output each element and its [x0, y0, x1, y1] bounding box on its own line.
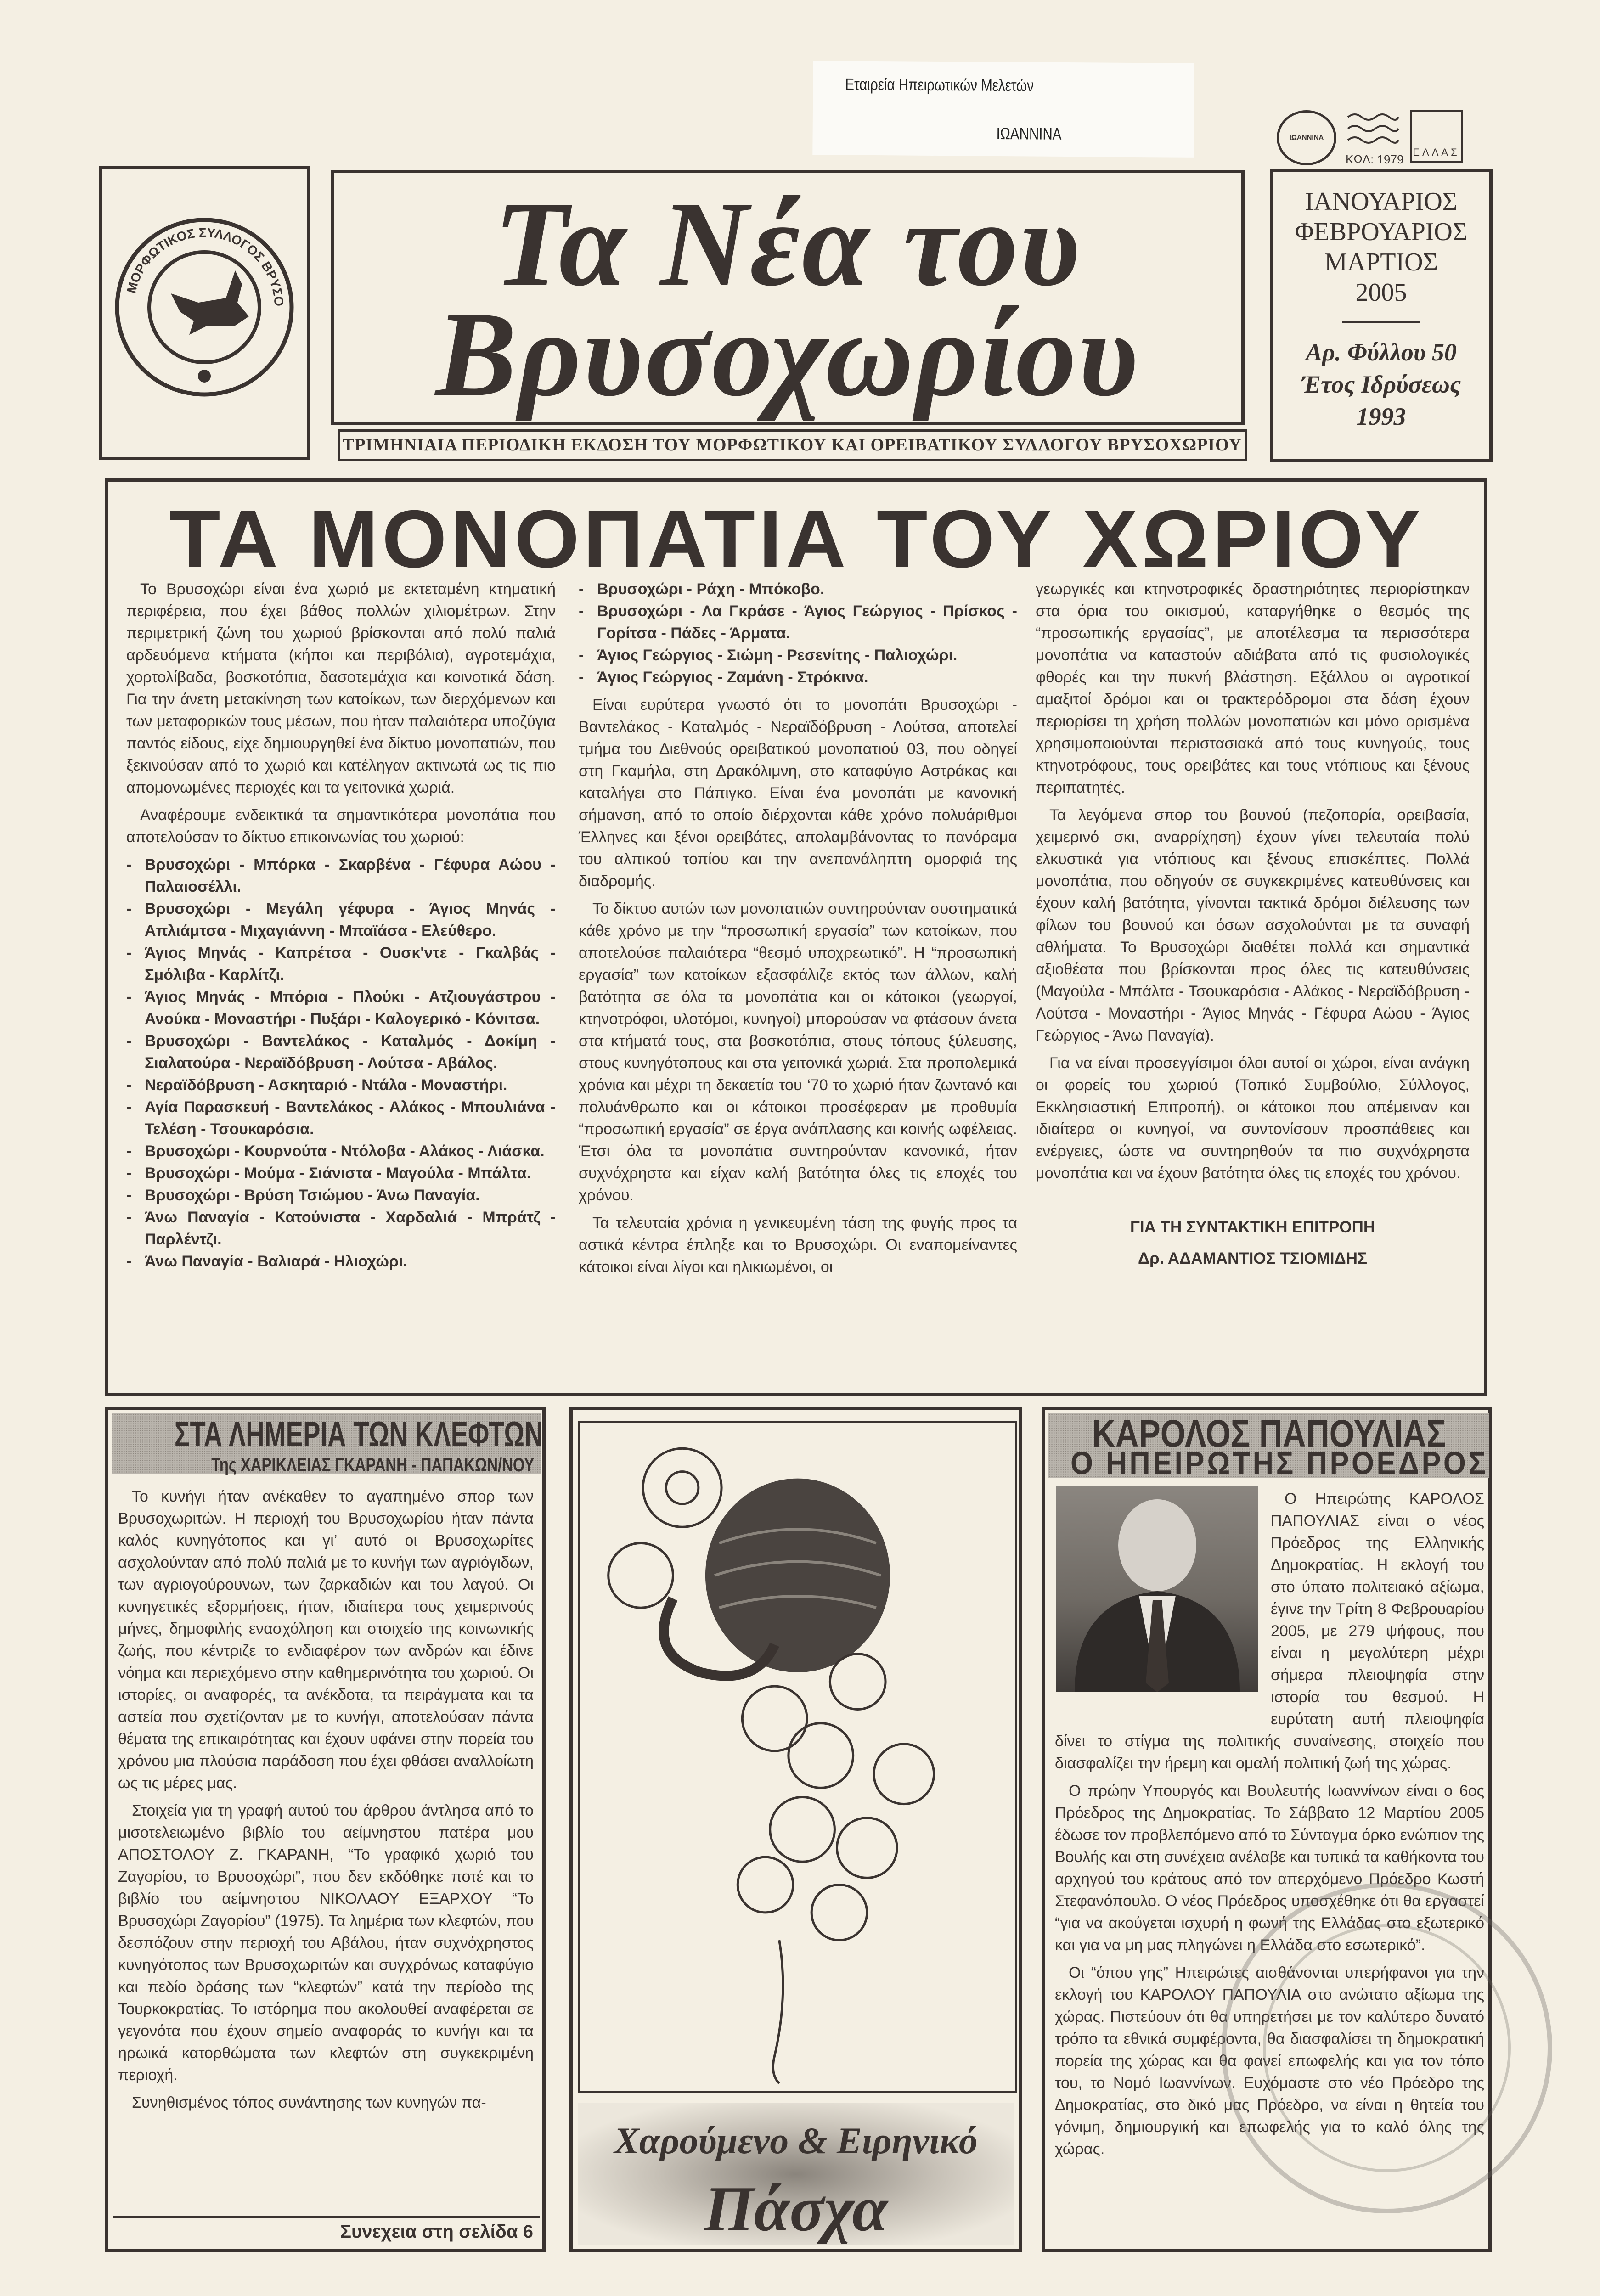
paragraph: Τα λεγόμενα σπορ του βουνού (πεζοπορία, ορειβασία, χειμερινό σκι, αναρρίχηση) έχουν γίνει τελευταία πολύ ελκυστικά για ντόπιους και ξένους επισκέπτες. Πολλά μονοπάτια, που οδηγούν σε συγκεκριμένες κατευθύνσεις και έχουν καλή βατότητα, γίνονται τακτικά δρόμοι διέλευσης των φίλων του βουνού και όσων ασχολούνται με τα συναφή αθλήματα. Το Βρυσοχώρι διαθέτει πολλά και σημαντικά αξιοθέατα που βρίσκονται προς όλες τις κατευθύνσεις (Μαγούλα - Μπάλτα - Τσουκαρόσια - Αλάκος - Νεραϊδόβρυση - Λούτσα - Μοναστήρι - Άγιος Μηνάς - Γέφυρα Αώου - Άγιος Γεώργιος - Άνω Παναγία).: [1036, 806, 1470, 1044]
main-article-title: ΤΑ ΜΟΝΟΠΑΤΙΑ ΤΟΥ ΧΩΡΙΟΥ: [169, 493, 1425, 585]
paragraph: Για να είναι προσεγγίσιμοι όλοι αυτοί οι χώροι, είναι ανάγκη οι φορείς του χωριού (Τοπικό Συμβούλιο, Σύλλογος, Εκκλησιαστική Επιτροπή), οι κάτοικοι που απέμειναν και ιδιαίτερα οι κυνηγοί, να συντονίσουν προσπάθειες και ενέργειες, ώστε να συντηρηθούν τα πιο συχνόχρηστα μονοπάτια και να έχουν βατότητα όλες τις εποχές του χρόνου.: [1036, 1054, 1470, 1182]
route-item: - Άνω Παναγία - Κατούνιστα - Χαρδαλιά - Μπράτζ - Παρλέντζι.: [126, 1206, 556, 1250]
route-item: - Βρυσοχώρι - Ράχη - Μπόκοβο.: [579, 578, 1017, 600]
klefton-header: [112, 1413, 541, 1474]
main-article-column-1: [126, 578, 556, 1272]
founded-label: Έτος Ιδρύσεως: [1301, 371, 1461, 398]
paragraph: Το δίκτυο αυτών των μονοπατιών συντηρούνταν συστηματικά κάθε χρόνο με την “προσωπική εργασία” των κατοίκων, που αποτελούσε παλαιότερα “θεσμό υποχρεωτικό”. Η “προσωπική εργασία” των κατοίκων εξασφάλιζε εκτός των άλλων, καλή βατότητα σε όλα τα μονοπάτια και οι κάτοικοι (γεωργοί, κτηνοτρόφοι, υλοτόμοι, κυνηγοί) μπορούσαν να φτάσουν άνετα στα κτήματά τους, στα βοσκοτόπια, στους τόπους ξύλευσης, στους κυνηγότοπους και στα γειτονικά χωριά. Στα προπολεμικά χρόνια και μέχρι τη δεκαετία του ‘70 το χωριό ήταν ζωντανό και πολυάνθρωπο και οι κάτοικοι προσέφεραν με προθυμία “προσωπική εργασία” σε έργα ανάπλασης και κοινής ωφέλειας. Έτσι όλα τα μονοπάτια συντηρούνταν κανονικά, ήταν συχνόχρηστα και είχαν καλή βατότητα όλες τις εποχές του χρόνου.: [579, 900, 1017, 1204]
postage-mark: [1277, 110, 1465, 165]
postage-code: ΚΩΔ: 1979: [1346, 152, 1404, 166]
paragraph: γεωργικές και κτηνοτροφικές δραστηριότητες περιορίστηκαν στα όρια του οικισμού, καταργήθηκε ο θεσμός της “προσωπικής εργασίας”, με αποτέλεσμα τα περισσότερα μονοπάτια να καταστούν αδιάβατα από τις φυσιολογικές φθορές και την πυκνή βλάστηση. Εξάλλου οι αγροτικοί αμαξιτοί δρόμοι και οι τρακτερόδρομοι στα δάση έχουν περιορίσει τη χρήση πολλών μονοπατιών και μόνο ορισμένα χρησιμοποιούνται περιστασιακά από τους κυνηγούς, τους κτηνοτρόφους, τους ορειβάτες και τους ντόπιους και ξένους περιπατητές.: [1036, 580, 1470, 796]
signature: [1036, 1212, 1470, 1274]
issue-year: 2005: [1355, 278, 1407, 307]
routes-list: [579, 578, 1017, 688]
main-article-column-2: [579, 578, 1017, 1283]
month-3: ΜΑΡΤΙΟΣ: [1324, 248, 1438, 276]
route-item: - Νεραϊδόβρυση - Ασκηταριό - Ντάλα - Μοναστήρι.: [126, 1074, 556, 1096]
main-article: [105, 478, 1487, 1396]
issue-number: Αρ. Φύλλου 50: [1306, 338, 1457, 366]
paragraph: Ο Ηπειρώτης ΚΑΡΟΛΟΣ ΠΑΠΟΥΛΙΑΣ είναι ο νέος Πρόεδρος της Ελληνικής Δημοκρατίας. Η εκλογή του στο ύπατο πολιτειακό αξίωμα, έγινε την Τρίτη 8 Φεβρουαρίου 2005, με 279 ψήφους, που είναι η μεγαλύτερη μέχρι σήμερα πλειοψηφία στην ιστορία του θεσμού. Η ευρύτατη αυτή πλειοψηφία δίνει το στίγμα της πολιτικής συναίνεσης, στοιχείο που διασφαλίζει την ήρεμη και ομαλή πολιτική ζωή της χώρας.: [1055, 1490, 1484, 1772]
seal-emblem-icon: [102, 169, 307, 457]
easter-illustration: [578, 1421, 1017, 2093]
paragraph: Ο πρώην Υπουργός και Βουλευτής Ιωαννίνων είναι ο 6ος Πρόεδρος της Δημοκρατίας. Το Σάββατο 12 Μαρτίου 2005 έδωσε τον προβλεπόμενο από το Σύνταγμα όρκο ενώπιον της Βουλής και στη συνέχεια ανέλαβε και τυπικά τα καθήκοντα του αρχηγού του κράτους από τον απερχόμενο Πρόεδρο Κωστή Στεφανόπουλο. Ο νέος Πρόεδρος υποσχέθηκε ότι θα εργαστεί “για να ακούγεται ισχυρή η φωνή της Ελλάδας στο εξωτερικό και για να μη μας πληγώνει η Ελλάδα στο εσωτερικό”.: [1055, 1782, 1484, 1954]
masthead-title-line1: Τα Νέα του: [494, 177, 1082, 311]
paragraph: Το κυνήγι ήταν ανέκαθεν το αγαπημένο σπορ των Βρυσοχωριτών. Η περιοχή του Βρυσοχωρίου ήταν πάντα καλός κυνηγότοπος και γι’ αυτό οι Βρυσοχωρίτες ασχολούνταν από πολύ παλιά με το κυνήγι των αγριόγιδων, των αγριογούρουνων, των ζαρκαδιών και του λαγού. Οι κυνηγετικές εξορμήσεις, ήταν, ιδιαίτερα τους χειμερινούς μήνες, δημοφιλής ενασχόληση και στοιχείο της κοινωνικής ζωής, που κέντριζε το ενδιαφέρον των ανδρών και έδινε νόημα και περιεχόμενο στην καθημερινότητα του χωριού. Οι ιστορίες, οι αναφορές, τα ανέκδοτα, τα πειράγματα και τα αστεία που σχετίζονταν με το κυνήγι, αποτελούσαν πάντα θέματα της επικαιρότητας και έχουν υφάνει στην πορεία του χρόνου μια πλούσια παράδοση που έχει φθάσει αναλλοίωτη ως τις μέρες μας.: [118, 1488, 534, 1792]
easter-egg-flowers-icon: [580, 1423, 1015, 2091]
route-item: - Άγιος Γεώργιος - Ζαμάνη - Στρόκινα.: [579, 666, 1017, 688]
route-item: - Αγία Παρασκευή - Βαντελάκος - Αλάκος - Μπουλιάνα - Τελέση - Τσουκαρόσια.: [126, 1096, 556, 1140]
paragraph: Το Βρυσοχώρι είναι ένα χωριό με εκτεταμένη κτηματική περιφέρεια, που έχει βάθος πολλών χιλιομέτρων. Στην περιμετρική ζώνη του χωριού βρίσκονται από πολύ παλιά αρδευόμενα κτήματα (κήποι και περιβόλια), αγροτεμάχια, χορτολίβαδα, βοσκοτόπια, δασοτεμάχια και κοινοτικά δάση. Για την άνετη μετακίνηση των κατοίκων, των διερχόμενων και των μεταφορικών τους μέσων, που ήταν παλαιότερα υποζύγια παντός είδους, είχε δημιουργηθεί ένα δίκτυο μονοπατιών, που ξεκινούσαν από το χωριό και κατέληγαν ακτινωτά ως τις πιο απομονωμένες περιοχές και τα γειτονικά χωριά.: [126, 580, 556, 796]
easter-greeting-line2: Πάσχα: [704, 2173, 888, 2245]
papoulias-title-line1: ΚΑΡΟΛΟΣ ΠΑΠΟΥΛΙΑΣ: [1092, 1412, 1446, 1455]
founded-year: 1993: [1356, 403, 1406, 430]
papoulias-header: [1048, 1412, 1489, 1481]
month-1: ΙΑΝΟΥΑΡΙΟΣ: [1305, 187, 1458, 216]
paragraph: Είναι ευρύτερα γνωστό ότι το μονοπάτι Βρυσοχώρι - Βαντελάκος - Καταλμός - Νεραϊδόβρυση - Λούτσα, αποτελεί τμήμα του Διεθνούς ορειβατικού μονοπατιού 03, που οδηγεί στη Γκαμήλα, στη Δρακόλιμνη, στο καταφύγιο Αστράκας και καταλήγει στο Πάπιγκο. Είναι ένα μονοπάτι με κανονική σήμανση, από το οποίο διέρχονται κάθε χρόνο πολυάριθμοι Έλληνες και ξένοι ορειβάτες, απολαμβάνοντας το πανόραμα του αλπικού τοπίου και την ανεπανάληπτη ομορφιά της διαδρομής.: [579, 696, 1017, 890]
klefton-title: ΣΤΑ ΛΗΜΕΡΙΑ ΤΩΝ ΚΛΕΦΤΩΝ: [174, 1414, 543, 1454]
route-item: - Άγιος Μηνάς - Μπόρια - Πλούκι - Ατζιουγάστρου - Ανούκα - Μοναστήρι - Πυξάρι - Καλογερικό - Κόνιτσα.: [126, 986, 556, 1030]
route-item: - Βρυσοχώρι - Λα Γκράσε - Άγιος Γεώργιος - Πρίσκος - Γορίτσα - Πάδες - Άρματα.: [579, 600, 1017, 644]
postmark-waves-icon: [1346, 110, 1401, 152]
klefton-body: [118, 1486, 534, 2119]
paragraph: Αναφέρουμε ενδεικτικά τα σημαντικότερα μονοπάτια που αποτελούσαν το δίκτυο επικοινωνίας του χωριού:: [126, 806, 556, 846]
route-item: - Βρυσοχώρι - Μπόρκα - Σκαρβένα - Γέφυρα Αώου - Παλαιοσέλλι.: [126, 854, 556, 898]
masthead-title-box: [331, 170, 1245, 425]
main-article-column-3: [1036, 578, 1470, 1274]
month-2: ΦΕΒΡΟΥΑΡΙΟΣ: [1295, 218, 1468, 246]
divider: [1342, 321, 1420, 323]
paragraph: Οι “όπου γης” Ηπειρώτες αισθάνονται υπερήφανοι για την εκλογή του ΚΑΡΟΛΟΥ ΠΑΠΟΥΛΙΑ στο ανώτατο αξίωμα της χώρας. Πιστεύουν ότι θα υπηρετήσει με τον καλύτερο δυνατό τρόπο τα εθνικά συμφέροντα, θα διασφαλίσει τη δημοκρατική πορεία της χώρας και θα φανεί επωφελής και για τον τόπο του, το Νομό Ιωαννίνων. Ευχόμαστε στο νέο Πρόεδρο της Δημοκρατίας, στο δικό μας Πρόεδρο, να είναι η θητεία του γόνιμη, δημιουργική και επωφελής για το καλό όλης της χώρας.: [1055, 1964, 1484, 2158]
masthead-title-line2: Βρυσοχωρίου: [435, 287, 1140, 422]
masthead-subtitle: ΤΡΙΜΗΝΙΑΙΑ ΠΕΡΙΟΔΙΚΗ ΕΚΔΟΣΗ ΤΟΥ ΜΟΡΦΩΤΙΚΟΥ ΚΑΙ ΟΡΕΙΒΑΤΙΚΟΥ ΣΥΛΛΟΓΟΥ ΒΡΥΣΟΧΩΡΙΟΥ: [338, 429, 1247, 461]
divider: [113, 2216, 540, 2218]
route-item: - Άγιος Μηνάς - Καπρέτσα - Ουσκ'ντε - Γκαλβάς - Σμόλιβα - Καρλίτζι.: [126, 942, 556, 986]
issue-date-box: [1270, 169, 1493, 462]
route-item: - Άνω Παναγία - Βαλιαρά - Ηλιοχώρι.: [126, 1250, 556, 1272]
postmark-stamp-icon: ΙΩΑΝΝΙΝΑ: [1277, 110, 1336, 165]
postage-country: ΕΛΛΑΣ: [1410, 110, 1463, 163]
club-seal: [99, 166, 310, 460]
signature-line-2: Δρ. ΑΔΑΜΑΝΤΙΟΣ ΤΣΙΟΜΙΔΗΣ: [1138, 1249, 1368, 1267]
klefton-article: [105, 1407, 546, 2252]
route-item: - Βρυσοχώρι - Κουρνούτα - Ντόλοβα - Αλάκος - Λιάσκα.: [126, 1140, 556, 1162]
signature-line-1: ΓΙΑ ΤΗ ΣΥΝΤΑΚΤΙΚΗ ΕΠΙΤΡΟΠΗ: [1130, 1218, 1375, 1236]
paragraph: Τα τελευταία χρόνια η γενικευμένη τάση της φυγής προς τα αστικά κέντρα έπληξε και το Βρυσοχώρι. Οι εναπομείναντες κάτοικοι είναι λίγοι και ηλικιωμένοι, οι: [579, 1214, 1017, 1276]
recipient-city: ΙΩΑΝΝΙΝΑ: [996, 124, 1062, 143]
route-item: - Βρυσοχώρι - Βαντελάκος - Καταλμός - Δοκίμη - Σιαλατούρα - Νεραϊδόβρυση - Λούτσα - Αβάλος.: [126, 1030, 556, 1074]
route-item: - Βρυσοχώρι - Μεγάλη γέφυρα - Άγιος Μηνάς - Απλιάμτσα - Μιχαγιάννη - Μπαϊάσα - Ελεύθερο.: [126, 898, 556, 942]
seal-text: ΜΟΡΦΩΤΙΚΟΣ ΣΥΛΛΟΓΟΣ ΒΡΥΣΟ: [124, 225, 287, 307]
klefton-byline: Της ΧΑΡΙΚΛΕΙΑΣ ΓΚΑΡΑΝΗ - ΠΑΠΑΚΩΝ/ΝΟΥ: [211, 1454, 534, 1475]
continued-link[interactable]: Συνεχεια στη σελίδα 6: [340, 2222, 533, 2242]
paragraph: Στοιχεία για τη γραφή αυτού του άρθρου άντλησα από το μισοτελειωμένο βιβλίο του αείμνηστου πατέρα μου ΑΠΟΣΤΟΛΟΥ Ζ. ΓΚΑΡΑΝΗ, “Το γραφικό χωριό του Ζαγορίου, το Βρυσοχώρι”, που δεν εκδόθηκε ποτέ και το βιβλίο του αείμνηστου ΝΙΚΟΛΑΟΥ ΕΞΑΡΧΟΥ “Το Βρυσοχώρι Ζαγορίου” (1975). Τα λημέρια των κλεφτών, που δεσπόζουν στην περιοχή του Αβάλου, ήταν συχνόχρηστος κυνηγότοπος των Βρυσοχωριτών και συγχρόνως καταφύγιο και πεδίο δράσης των “κλεφτών” κατά την περίοδο της Τουρκοκρατίας. Το ιστόρημα που ακολουθεί αναφέρεται σε γεγονότα που έχουν σημείο αναφοράς το κυνήγι και τα ηρωικά κατορθώματα των κλεφτών στη συγκεκριμένη περιοχή.: [118, 1802, 534, 2084]
route-item: - Άγιος Γεώργιος - Σιώμη - Ρεσενίτης - Παλιοχώρι.: [579, 644, 1017, 666]
route-item: - Βρυσοχώρι - Μούμα - Σιάνιστα - Μαγούλα - Μπάλτα.: [126, 1162, 556, 1184]
photo-spacer: [1055, 1488, 1271, 1720]
watermark-stamp-inner: [1263, 1924, 1511, 2172]
easter-greeting-line1: Χαρούμενο & Ειρηνικό: [614, 2120, 978, 2161]
paragraph: Συνηθισμένος τόπος συνάντησης των κυνηγών πα-: [132, 2094, 486, 2111]
recipient-name: Εταιρεία Ηπειρωτικών Μελετών: [845, 74, 1034, 95]
routes-list: [126, 854, 556, 1272]
route-item: - Βρυσοχώρι - Βρύση Τσιώμου - Άνω Παναγία.: [126, 1184, 556, 1206]
papoulias-title-line2: Ο ΗΠΕΙΡΩΤΗΣ ΠΡΟΕΔΡΟΣ: [1070, 1445, 1488, 1481]
easter-greeting: [578, 2103, 1014, 2245]
easter-greeting-box: [569, 1407, 1022, 2252]
address-label: [812, 61, 1194, 158]
